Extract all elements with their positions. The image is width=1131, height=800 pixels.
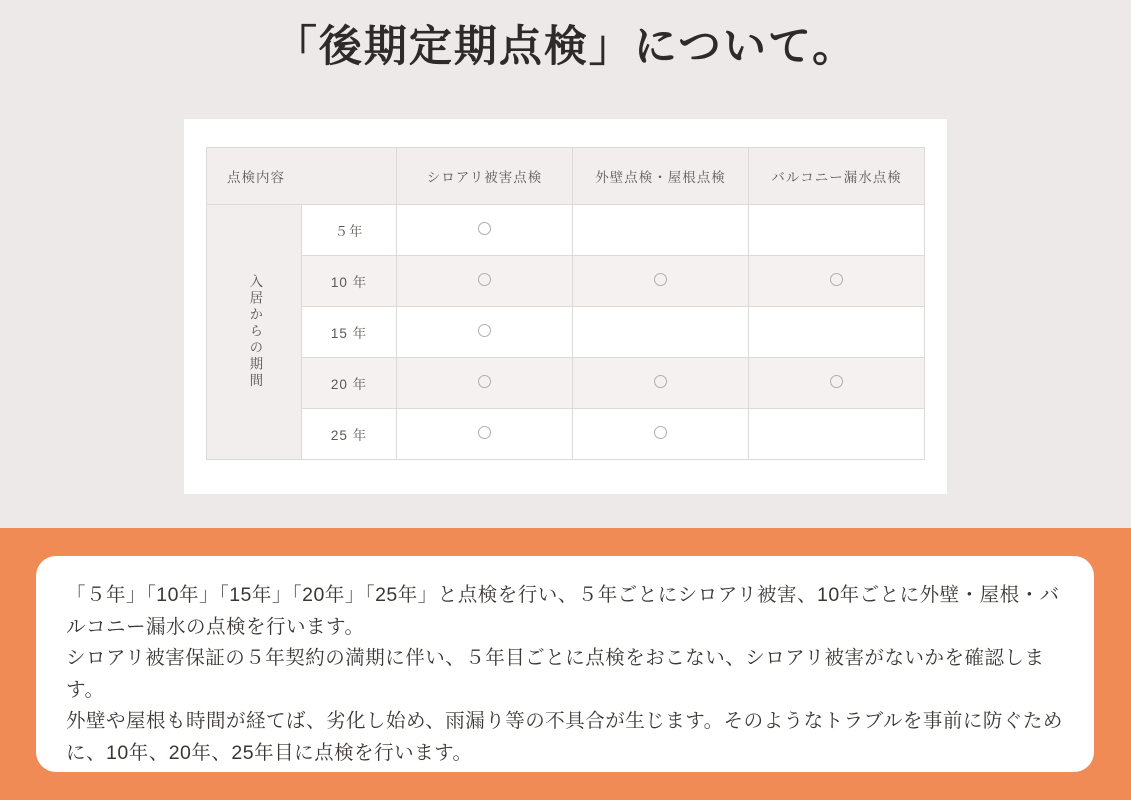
cell-balcony-25 [749, 409, 925, 460]
cell-termite-20 [397, 358, 573, 409]
note-line-2: シロアリ被害保証の５年契約の満期に伴い、５年目ごとに点検をおこない、シロアリ被害がないかを確認します。 [66, 647, 1045, 701]
note-line-3: 外壁や屋根も時間が経てば、劣化し始め、雨漏り等の不具合が生じます。そのようなトラブルを事前に防ぐために、10年、20年、25年目に点検を行います。 [66, 710, 1063, 764]
table-row [207, 358, 925, 409]
row-group-label: 入居からの期間 [207, 205, 302, 460]
row-year-label: ５年 [302, 205, 397, 256]
header-balcony-leak: バルコニー漏水点検 [749, 148, 925, 205]
header-termite: シロアリ被害点検 [397, 148, 573, 205]
table-row [207, 307, 925, 358]
row-year-label: 10 年 [302, 256, 397, 307]
explanation-card [36, 556, 1094, 772]
cell-termite-25 [397, 409, 573, 460]
cell-termite-15 [397, 307, 573, 358]
page-title: 「後期定期点検」について。 [273, 23, 858, 71]
check-circle-icon [654, 426, 667, 439]
check-circle-icon [830, 375, 843, 388]
header-inspection-content: 点検内容 [207, 148, 397, 205]
inspection-table-card [184, 119, 947, 494]
cell-balcony-5 [749, 205, 925, 256]
cell-exterior-10 [573, 256, 749, 307]
check-circle-icon [654, 273, 667, 286]
cell-exterior-15 [573, 307, 749, 358]
check-circle-icon [478, 222, 491, 235]
cell-exterior-5 [573, 205, 749, 256]
cell-termite-10 [397, 256, 573, 307]
check-circle-icon [478, 375, 491, 388]
check-circle-icon [830, 273, 843, 286]
cell-balcony-10 [749, 256, 925, 307]
header-exterior-roof: 外壁点検・屋根点検 [573, 148, 749, 205]
cell-termite-5 [397, 205, 573, 256]
cell-balcony-20 [749, 358, 925, 409]
inspection-table [206, 147, 925, 460]
row-year-label: 20 年 [302, 358, 397, 409]
check-circle-icon [478, 273, 491, 286]
check-circle-icon [478, 324, 491, 337]
cell-balcony-15 [749, 307, 925, 358]
row-year-label: 15 年 [302, 307, 397, 358]
table-row [207, 256, 925, 307]
check-circle-icon [654, 375, 667, 388]
row-year-label: 25 年 [302, 409, 397, 460]
cell-exterior-25 [573, 409, 749, 460]
check-circle-icon [478, 426, 491, 439]
table-row [207, 409, 925, 460]
note-line-1: 「５年」「10年」「15年」「20年」「25年」と点検を行い、５年ごとにシロアリ被害、10年ごとに外壁・屋根・バルコニー漏水の点検を行います。 [66, 584, 1060, 638]
table-header-row [207, 148, 925, 205]
cell-exterior-20 [573, 358, 749, 409]
table-row [207, 205, 925, 256]
